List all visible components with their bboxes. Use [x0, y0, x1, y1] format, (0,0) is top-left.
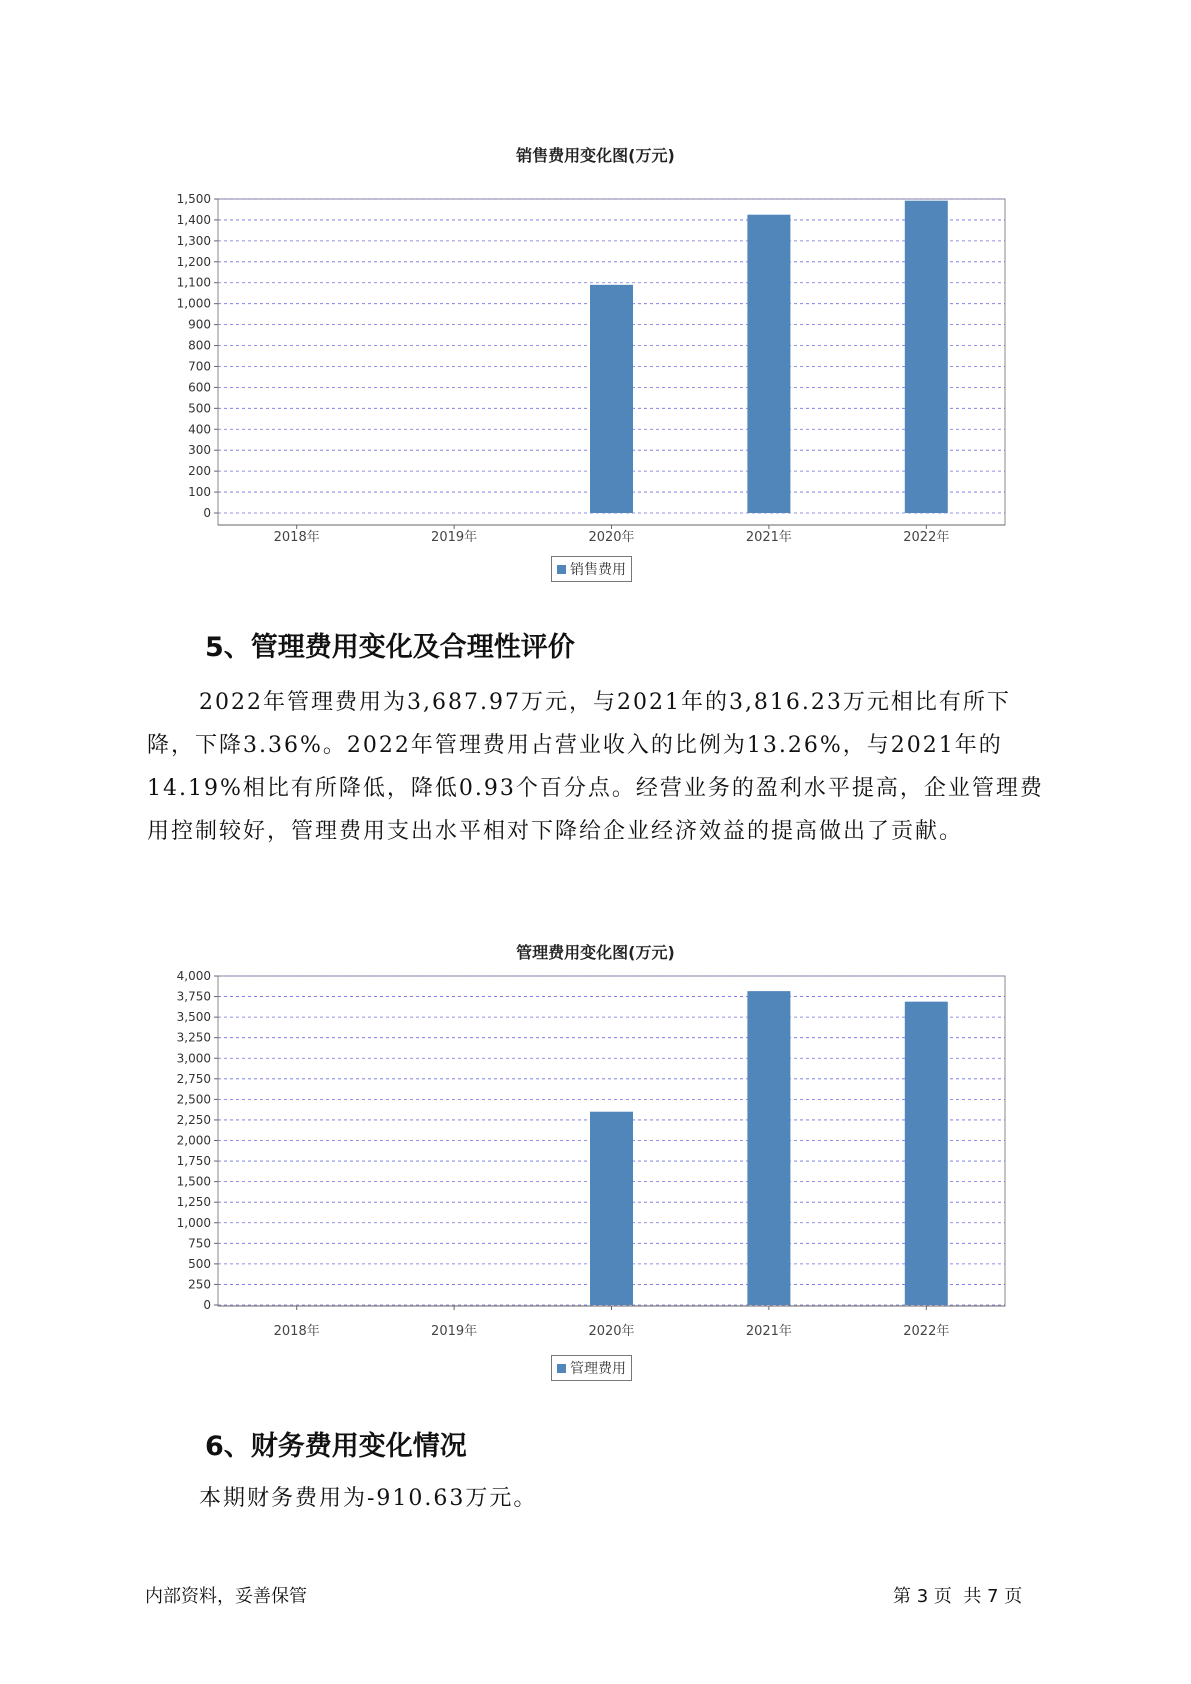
- y-tick-label: 1,300: [176, 233, 211, 248]
- chart-title-sales: 销售费用变化图(万元): [516, 146, 675, 165]
- legend-swatch: [557, 565, 566, 574]
- y-tick-label: 2,250: [176, 1112, 211, 1127]
- y-tick-label: 3,000: [176, 1051, 211, 1066]
- x-tick-label: 2019年: [431, 530, 478, 545]
- legend-label-management: 管理费用: [570, 1361, 626, 1377]
- footer-page-number: 第 3 页 共 7 页: [893, 1586, 1023, 1607]
- y-tick-label: 100: [188, 485, 211, 500]
- y-tick-label: 0: [203, 1298, 211, 1312]
- y-tick-label: 500: [188, 1256, 211, 1271]
- x-tick-label: 2019年: [431, 1324, 478, 1339]
- bar-2020年: [590, 285, 633, 513]
- y-tick-label: 800: [188, 338, 211, 353]
- x-tick-label: 2018年: [273, 1324, 320, 1339]
- chart-title-management: 管理费用变化图(万元): [516, 943, 675, 962]
- legend-sales: [551, 556, 632, 582]
- x-tick-label: 2021年: [745, 530, 792, 545]
- x-tick-label: 2021年: [745, 1324, 792, 1339]
- bar-2021年: [747, 991, 790, 1305]
- bar-2022年: [905, 201, 948, 513]
- y-tick-label: 300: [188, 443, 211, 458]
- y-tick-label: 2,500: [176, 1092, 211, 1107]
- y-tick-label: 2,750: [176, 1071, 211, 1086]
- y-tick-label: 600: [188, 380, 211, 395]
- y-tick-label: 400: [188, 422, 211, 437]
- management-expense-chart: [0, 962, 1191, 1339]
- x-tick-label: 2020年: [588, 1324, 635, 1339]
- y-tick-label: 1,400: [176, 212, 211, 227]
- y-tick-label: 3,250: [176, 1030, 211, 1045]
- y-tick-label: 200: [188, 464, 211, 479]
- bar-2022年: [905, 1002, 948, 1305]
- y-tick-label: 900: [188, 317, 211, 332]
- y-tick-label: 1,000: [176, 1215, 211, 1230]
- section-6-heading: 6、财务费用变化情况: [205, 1431, 467, 1462]
- y-tick-label: 1,500: [176, 192, 211, 206]
- sales-expense-chart: [0, 165, 1191, 545]
- y-tick-label: 3,500: [176, 1010, 211, 1025]
- bar-2020年: [590, 1112, 633, 1305]
- y-tick-label: 3,750: [176, 989, 211, 1004]
- y-tick-label: 1,000: [176, 296, 211, 311]
- y-tick-label: 750: [188, 1236, 211, 1251]
- footer-confidential-note: 内部资料，妥善保管: [145, 1586, 307, 1607]
- y-tick-label: 1,100: [176, 275, 211, 290]
- y-tick-label: 1,500: [176, 1174, 211, 1189]
- y-tick-label: 250: [188, 1277, 211, 1292]
- y-tick-label: 700: [188, 359, 211, 374]
- x-tick-label: 2018年: [273, 530, 320, 545]
- x-tick-label: 2020年: [588, 530, 635, 545]
- x-tick-label: 2022年: [903, 530, 950, 545]
- y-tick-label: 1,200: [176, 254, 211, 269]
- y-tick-label: 500: [188, 401, 211, 416]
- y-tick-label: 2,000: [176, 1133, 211, 1148]
- y-tick-label: 1,750: [176, 1154, 211, 1169]
- legend-management: [551, 1355, 632, 1381]
- bar-2021年: [747, 215, 790, 513]
- section-5-heading: 5、管理费用变化及合理性评价: [205, 632, 575, 663]
- section-6-paragraph: 本期财务费用为-910.63万元。: [199, 1486, 538, 1511]
- x-tick-label: 2022年: [903, 1324, 950, 1339]
- y-tick-label: 0: [203, 506, 211, 520]
- section-5-paragraph: 2022年管理费用为3,687.97万元，与2021年的3,816.23万元相比有所下降，下降3.36%。2022年管理费用占营业收入的比例为13.26%，与2021年的14.19%相比有所降低，降低0.93个百分点。经营业务的盈利水平提高，企业管理费用控制较好，管理费用支出水平相对下降给企业经济效益的提高做出了贡献。: [147, 690, 1044, 844]
- legend-swatch: [557, 1364, 566, 1373]
- y-tick-label: 1,250: [176, 1195, 211, 1210]
- y-tick-label: 4,000: [176, 969, 211, 983]
- legend-label-sales: 销售费用: [570, 562, 626, 578]
